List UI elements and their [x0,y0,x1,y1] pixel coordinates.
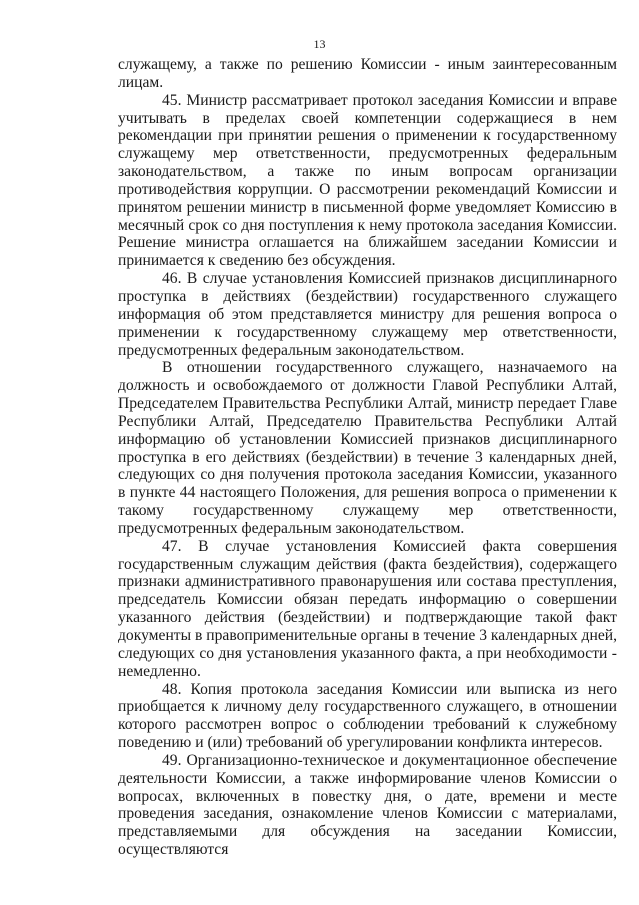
paragraph-48: 48. Копия протокола заседания Комиссии или выписка из него приобщается к личному делу государственного служащего, в отношении которого рассмотрен вопрос о соблюдении требований к служебному поведению и (или) требований об урегулировании конфликта интересов. [118,680,617,752]
paragraph-continuation: служащему, а также по решению Комиссии - иным заинтересованным лицам. [118,56,617,91]
page-number: 13 [313,37,326,51]
paragraph-45: 45. Министр рассматривает протокол заседания Комиссии и вправе учитывать в пределах своей компетенции содержащиеся в нем рекомендации при принятии решения о применении к государственному служащему мер ответственности, предусмотренных федеральным законодательством, а также по иным вопросам организации противодействия коррупции. О рассмотрении рекомендаций Комиссии и принятом решении министр в письменной форме уведомляет Комиссию в месячный срок со дня поступления к нему протокола заседания Комиссии. Решение министра оглашается на ближайшем заседании Комиссии и принимается к сведению без обсуждения. [118,91,617,270]
paragraph-46-continued: В отношении государственного служащего, назначаемого на должность и освобождаемого от должности Главой Республики Алтай, Председателем Правительства Республики Алтай, министр передает Главе Республики Алтай, Председателю Правительства Республики Алтай информацию об установлении Комиссией признаков дисциплинарного проступка в его действиях (бездействии) в течение 3 календарных дней, следующих со дня получения протокола заседания Комиссии, указанного в пункте 44 настоящего Положения, для решения вопроса о применении к такому государственному служащему мер ответственности, предусмотренных федеральным законодательством. [118,359,617,537]
paragraph-46: 46. В случае установления Комиссией признаков дисциплинарного проступка в действиях (бездействии) государственного служащего информация об этом представляется министру для решения вопроса о применении к государственному служащему мер ответственности, предусмотренных федеральным законодательством. [118,270,617,359]
document-body [118,56,617,859]
paragraph-47: 47. В случае установления Комиссией факта совершения государственным служащим действия (факта бездействия), содержащего признаки административного правонарушения или состава преступления, председатель Комиссии обязан передать информацию о совершении указанного действия (бездействии) и подтверждающие такой факт документы в правоприменительные органы в течение 3 календарных дней, следующих со дня установления указанного факта, а при необходимости - немедленно. [118,537,617,680]
paragraph-49: 49. Организационно-техническое и документационное обеспечение деятельности Комиссии, а также информирование членов Комиссии о вопросах, включенных в повестку дня, о дате, времени и месте проведения заседания, ознакомление членов Комиссии с материалами, представляемыми для обсуждения на заседании Комиссии, осуществляются [118,751,617,859]
